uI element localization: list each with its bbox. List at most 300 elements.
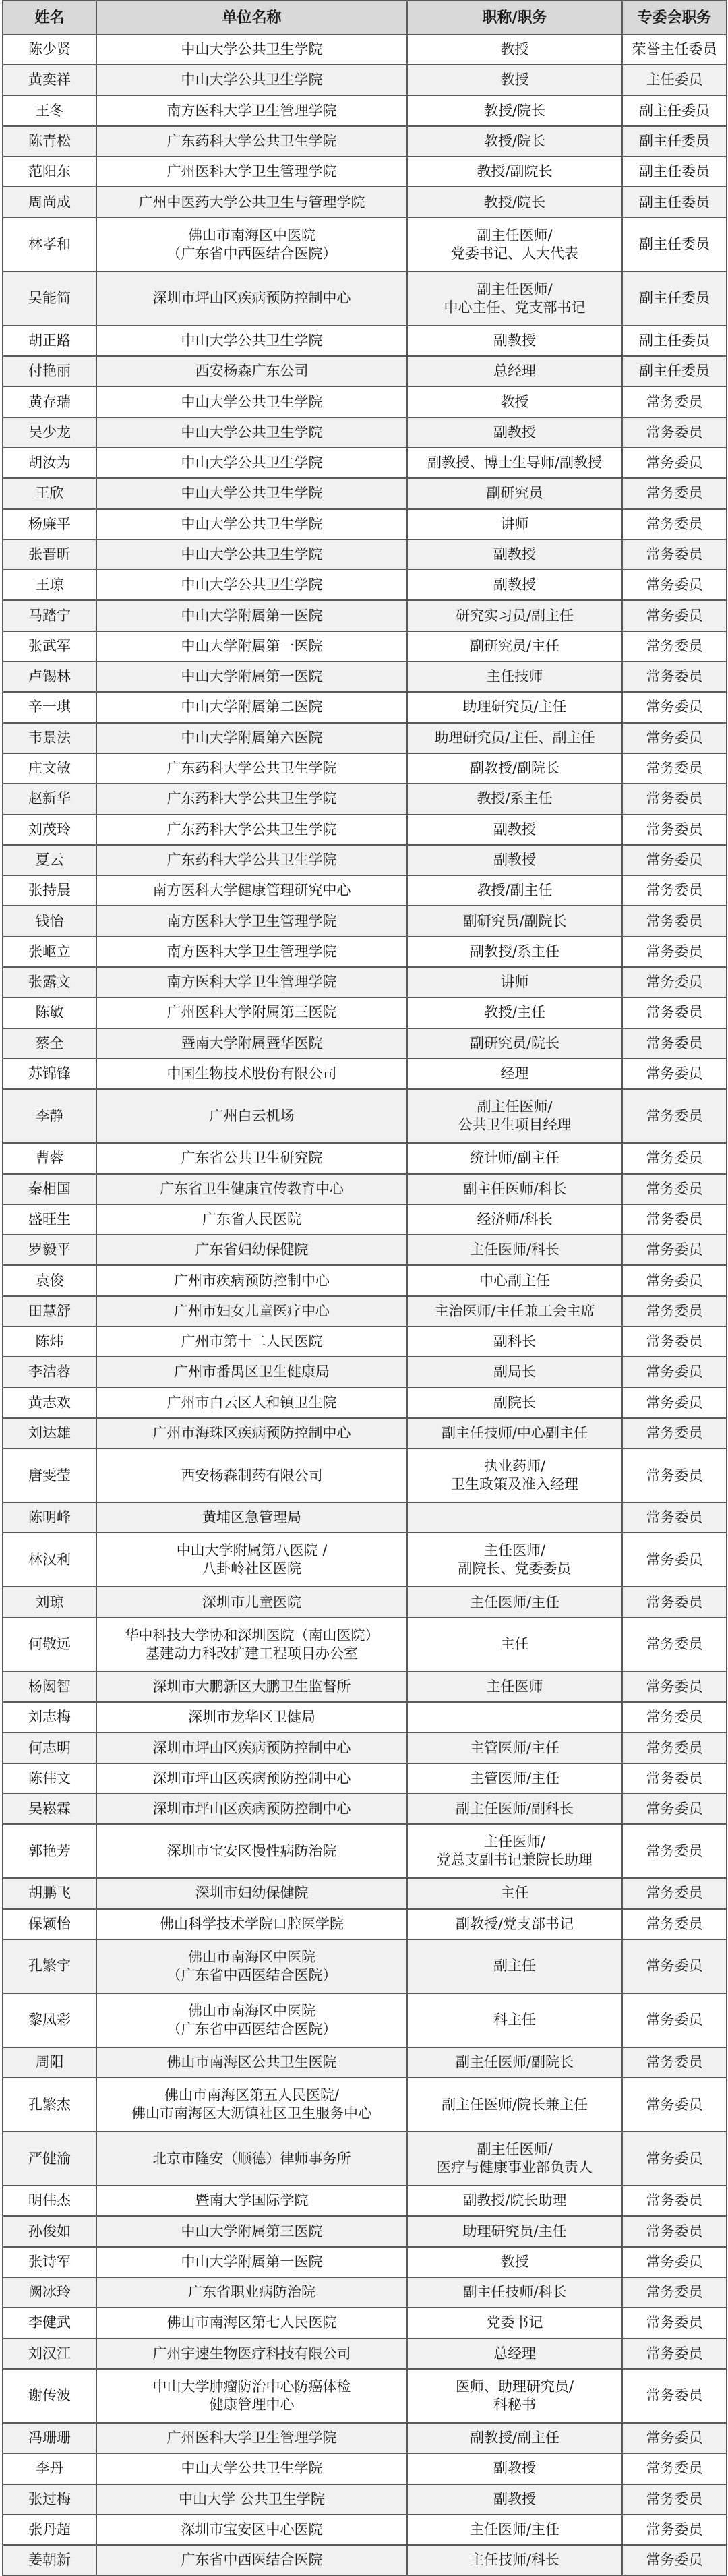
- cell-title: [407, 417, 622, 448]
- cell-title-line: 副主任医师/院长兼主任: [441, 2096, 588, 2113]
- cell-title: [407, 2186, 622, 2216]
- cell-role: 常务委员: [622, 2277, 727, 2308]
- cell-role: 副主任委员: [622, 326, 727, 356]
- cell-title-line: 党委书记: [486, 2314, 543, 2331]
- cell-unit: [96, 2277, 407, 2308]
- cell-title: [407, 1794, 622, 1824]
- cell-name: 陈伟文: [3, 1763, 96, 1794]
- cell-title-line: 党委书记、人大代表: [451, 245, 578, 262]
- cell-unit: [96, 1878, 407, 1908]
- cell-name: 张丹超: [3, 2515, 96, 2545]
- cell-unit-line: 深圳市坪山区疾病预防控制中心: [152, 1769, 351, 1786]
- cell-title: [407, 570, 622, 600]
- table-row: [3, 417, 727, 448]
- cell-name: 罗毅平: [3, 1235, 96, 1265]
- cell-unit: [96, 1089, 407, 1143]
- cell-name: 黄奕祥: [3, 65, 96, 95]
- cell-title: [407, 997, 622, 1028]
- cell-title-line: 副教授: [493, 851, 536, 868]
- cell-title-line: 经理: [500, 1065, 529, 1082]
- cell-title-line: 副教授/副院长: [469, 760, 560, 777]
- header-unit: 单位名称: [96, 1, 407, 34]
- cell-title-line: 科主任: [493, 2012, 536, 2028]
- cell-role: 常务委员: [622, 1587, 727, 1617]
- cell-name: 保颖怡: [3, 1909, 96, 1939]
- cell-unit-line: 广州市海珠区疾病预防控制中心: [152, 1425, 351, 1442]
- cell-title-line: 副研究员/副院长: [462, 912, 567, 929]
- cell-unit-line: 广东药科大学公共卫生学院: [166, 760, 337, 777]
- table-row: [3, 1418, 727, 1448]
- cell-unit: [96, 2186, 407, 2216]
- cell-title: [407, 1326, 622, 1357]
- cell-title-line: 党总支副书记兼院长助理: [437, 1852, 593, 1869]
- cell-unit: [96, 478, 407, 508]
- cell-title: [407, 1939, 622, 1993]
- cell-role: 常务委员: [622, 1763, 727, 1794]
- cell-role: 常务委员: [622, 1993, 727, 2047]
- cell-unit: [96, 2047, 407, 2078]
- cell-name: 冯珊珊: [3, 2423, 96, 2453]
- cell-title-line: 副主任医师/副科长: [455, 1801, 574, 1817]
- cell-unit-line: 中国生物技术股份有限公司: [166, 1065, 337, 1082]
- cell-unit-line: 深圳市儿童医院: [202, 1593, 301, 1610]
- cell-unit: [96, 662, 407, 692]
- cell-title: [407, 662, 622, 692]
- cell-unit-line: 中山大学附属第一医院: [181, 607, 323, 624]
- table-row: [3, 906, 727, 936]
- member-roster-table: [2, 0, 727, 2576]
- cell-role: 常务委员: [622, 723, 727, 753]
- cell-name: 李丹: [3, 2453, 96, 2484]
- table-row: [3, 784, 727, 814]
- cell-unit-line: 广州医科大学卫生管理学院: [166, 163, 337, 180]
- cell-role: 常务委员: [622, 1235, 727, 1265]
- cell-title-line: 副教授: [493, 2490, 536, 2507]
- cell-unit: [96, 937, 407, 967]
- cell-role: 常务委员: [622, 386, 727, 417]
- table-row: [3, 570, 727, 600]
- cell-title: [407, 2545, 622, 2575]
- cell-role: 常务委员: [622, 2515, 727, 2545]
- cell-role: 常务委员: [622, 1296, 727, 1326]
- cell-unit: [96, 1618, 407, 1672]
- cell-role: 常务委员: [622, 1824, 727, 1878]
- cell-unit: [96, 1357, 407, 1387]
- cell-title-line: 卫生政策及准入经理: [451, 1476, 578, 1493]
- cell-title: [407, 272, 622, 326]
- cell-role: 常务委员: [622, 2308, 727, 2338]
- cell-role: 常务委员: [622, 1448, 727, 1502]
- cell-unit: [96, 539, 407, 570]
- cell-unit: [96, 1732, 407, 1763]
- cell-unit: [96, 2216, 407, 2246]
- cell-role: 常务委员: [622, 2247, 727, 2277]
- cell-unit: [96, 600, 407, 631]
- cell-unit: [96, 2247, 407, 2277]
- cell-title: [407, 723, 622, 753]
- cell-name: 韦景法: [3, 723, 96, 753]
- cell-role: 常务委员: [622, 1672, 727, 1702]
- cell-role: 常务委员: [622, 815, 727, 845]
- cell-unit: [96, 967, 407, 997]
- cell-role: 常务委员: [622, 1174, 727, 1204]
- cell-title-line: 主任技师: [486, 668, 543, 685]
- table-row: [3, 2484, 727, 2515]
- cell-unit: [96, 356, 407, 386]
- cell-unit: [96, 1418, 407, 1448]
- cell-unit: [96, 997, 407, 1028]
- cell-unit: [96, 2339, 407, 2369]
- cell-title-line: 教授/院长: [483, 194, 546, 210]
- cell-unit: [96, 692, 407, 722]
- cell-unit-line: 广东药科大学公共卫生学院: [166, 851, 337, 868]
- cell-unit: [96, 1939, 407, 1993]
- cell-name: 何敬远: [3, 1618, 96, 1672]
- cell-unit-line: 中山大学附属第六医院: [181, 729, 323, 746]
- table-row: [3, 1763, 727, 1794]
- cell-unit: [96, 2308, 407, 2338]
- cell-title: [407, 937, 622, 967]
- table-row: [3, 126, 727, 156]
- cell-unit-line: 健康管理中心: [209, 2396, 295, 2413]
- cell-title-line: 副教授/党支部书记: [455, 1915, 574, 1932]
- cell-unit: [96, 509, 407, 539]
- cell-title-line: 讲师: [500, 515, 529, 532]
- cell-role: 常务委员: [622, 906, 727, 936]
- table-row: [3, 218, 727, 272]
- cell-title: [407, 1587, 622, 1617]
- cell-name: 周尚成: [3, 187, 96, 217]
- table-row: [3, 2132, 727, 2186]
- cell-unit-line: 深圳市宝安区慢性病防治院: [166, 1842, 337, 1859]
- cell-title-line: 主管医师/主任: [469, 1769, 560, 1786]
- table-row: [3, 509, 727, 539]
- table-row: [3, 1296, 727, 1326]
- cell-name: 赵新华: [3, 784, 96, 814]
- cell-unit: [96, 1326, 407, 1357]
- cell-unit-line: 中山大学肿瘤防治中心防癌体检: [152, 2378, 351, 2395]
- cell-title: [407, 126, 622, 156]
- cell-title-line: 教授: [500, 41, 529, 58]
- cell-name: 刘志梅: [3, 1702, 96, 1732]
- cell-title: [407, 845, 622, 875]
- cell-title-line: 副院长: [493, 1394, 536, 1411]
- cell-title: [407, 1235, 622, 1265]
- cell-unit: [96, 1265, 407, 1295]
- cell-name: 孙俊如: [3, 2216, 96, 2246]
- cell-name: 钱怡: [3, 906, 96, 936]
- cell-role: 常务委员: [622, 1326, 727, 1357]
- cell-unit-line: 南方医科大学卫生管理学院: [166, 912, 337, 929]
- cell-title-line: 副教授: [493, 546, 536, 562]
- cell-title-line: 公共卫生项目经理: [458, 1117, 572, 1134]
- table-row: [3, 187, 727, 217]
- table-row: [3, 272, 727, 326]
- cell-title: [407, 1702, 622, 1732]
- cell-unit: [96, 2423, 407, 2453]
- cell-name: 范阳东: [3, 156, 96, 187]
- cell-unit-line: 中山大学公共卫生学院: [181, 515, 323, 532]
- cell-title: [407, 1265, 622, 1295]
- cell-name: 卢锡林: [3, 662, 96, 692]
- cell-title: [407, 1418, 622, 1448]
- cell-name: 张武军: [3, 631, 96, 662]
- cell-title-line: 主任医师/主任: [469, 1593, 560, 1610]
- cell-unit-line: 深圳市宝安区中心医院: [181, 2521, 323, 2538]
- cell-unit-line: 华中科技大学协和深圳医院（南山医院）: [124, 1627, 380, 1643]
- cell-unit-line: 中山大学公共卫生学院: [181, 577, 323, 593]
- cell-unit-line: 中山大学 公共卫生学院: [179, 2490, 325, 2507]
- cell-name: 庄文敏: [3, 753, 96, 784]
- table-row: [3, 1533, 727, 1587]
- cell-role: 常务委员: [622, 1732, 727, 1763]
- cell-role: 常务委员: [622, 692, 727, 722]
- table-row: [3, 1448, 727, 1502]
- table-row: [3, 1618, 727, 1672]
- cell-name: 李静: [3, 1089, 96, 1143]
- cell-name: 田慧舒: [3, 1296, 96, 1326]
- cell-title: [407, 875, 622, 906]
- cell-title-line: 医师、助理研究员/: [455, 2378, 574, 2395]
- table-row: [3, 1732, 727, 1763]
- cell-unit-line: 广州市白云区人和镇卫生院: [166, 1394, 337, 1411]
- cell-name: 刘汉江: [3, 2339, 96, 2369]
- cell-role: 常务委员: [622, 2339, 727, 2369]
- cell-role: 常务委员: [622, 1143, 727, 1173]
- cell-title: [407, 906, 622, 936]
- cell-unit: [96, 2545, 407, 2575]
- cell-name: 姜朝新: [3, 2545, 96, 2575]
- cell-unit-line: 中山大学附属第八医院 /: [176, 1542, 328, 1559]
- table-row: [3, 723, 727, 753]
- cell-name: 盛旺生: [3, 1204, 96, 1235]
- cell-name: 苏锦锋: [3, 1059, 96, 1089]
- cell-role: 常务委员: [622, 2545, 727, 2575]
- cell-unit-line: 中山大学附属第二医院: [181, 699, 323, 715]
- cell-title: [407, 2453, 622, 2484]
- cell-title-line: 副研究员: [486, 485, 543, 502]
- cell-name: 王琼: [3, 570, 96, 600]
- cell-unit-line: 中山大学公共卫生学院: [181, 455, 323, 471]
- cell-name: 陈少贤: [3, 34, 96, 65]
- cell-unit: [96, 386, 407, 417]
- cell-role: 常务委员: [622, 478, 727, 508]
- header-name: 姓名: [3, 1, 96, 34]
- cell-role: 常务委员: [622, 1794, 727, 1824]
- cell-unit: [96, 1824, 407, 1878]
- cell-unit: [96, 1763, 407, 1794]
- cell-title: [407, 692, 622, 722]
- cell-role: 常务委员: [622, 2484, 727, 2515]
- cell-unit-line: 中山大学公共卫生学院: [181, 332, 323, 349]
- cell-unit-line: 中山大学附属第一医院: [181, 668, 323, 685]
- cell-role: 常务委员: [622, 1388, 727, 1418]
- cell-unit: [96, 448, 407, 478]
- cell-role: 常务委员: [622, 2132, 727, 2186]
- table-row: [3, 2186, 727, 2216]
- table-row: [3, 448, 727, 478]
- cell-unit-line: 中山大学公共卫生学院: [181, 41, 323, 58]
- cell-title: [407, 1502, 622, 1533]
- cell-title-line: 总经理: [493, 2345, 536, 2362]
- cell-role: 副主任委员: [622, 356, 727, 386]
- cell-role: 常务委员: [622, 784, 727, 814]
- cell-role: 常务委员: [622, 753, 727, 784]
- cell-title-line: 执业药师/: [483, 1458, 546, 1475]
- cell-title: [407, 1763, 622, 1794]
- cell-unit-line: 广州市第十二人民医院: [181, 1333, 323, 1350]
- cell-unit-line: 中山大学附属第三医院: [181, 2223, 323, 2240]
- cell-name: 王欣: [3, 478, 96, 508]
- cell-title-line: 副教授、博士生导师/副教授: [427, 455, 603, 471]
- cell-unit-line: 广东省卫生健康宣传教育中心: [160, 1180, 344, 1197]
- cell-role: 常务委员: [622, 1909, 727, 1939]
- cell-title-line: 教授/系主任: [477, 790, 553, 807]
- table-row: [3, 96, 727, 126]
- cell-name: 陈明峰: [3, 1502, 96, 1533]
- cell-title: [407, 1204, 622, 1235]
- cell-unit-line: 深圳市坪山区疾病预防控制中心: [152, 290, 351, 307]
- cell-title-line: 主任医师/: [483, 1834, 546, 1850]
- cell-unit: [96, 2515, 407, 2545]
- table-row: [3, 326, 727, 356]
- cell-role: 副主任委员: [622, 272, 727, 326]
- cell-unit: [96, 2132, 407, 2186]
- cell-unit-line: （广东省中西医结合医院）: [166, 1966, 337, 1983]
- cell-title: [407, 1672, 622, 1702]
- cell-title-line: 副局长: [493, 1364, 536, 1380]
- table-row: [3, 2277, 727, 2308]
- cell-unit-line: 广东药科大学公共卫生学院: [166, 133, 337, 150]
- cell-name: 马踏宁: [3, 600, 96, 631]
- cell-title: [407, 2132, 622, 2186]
- cell-unit: [96, 2369, 407, 2423]
- table-row: [3, 1089, 727, 1143]
- cell-title-line: 科秘书: [493, 2396, 536, 2413]
- cell-title: [407, 784, 622, 814]
- cell-unit-line: 佛山市南海区中医院: [188, 227, 315, 243]
- cell-name: 林孝和: [3, 218, 96, 272]
- cell-title: [407, 96, 622, 126]
- cell-title: [407, 1089, 622, 1143]
- table-row: [3, 1235, 727, 1265]
- cell-unit: [96, 2484, 407, 2515]
- cell-title: [407, 218, 622, 272]
- table-row: [3, 753, 727, 784]
- table-row: [3, 1028, 727, 1059]
- cell-unit-line: 基建动力科改扩建工程项目办公室: [146, 1645, 358, 1662]
- cell-unit: [96, 1388, 407, 1418]
- table-row: [3, 1326, 727, 1357]
- cell-title-line: 教授: [500, 2253, 529, 2270]
- cell-unit: [96, 1993, 407, 2047]
- table-row: [3, 1878, 727, 1908]
- cell-name: 刘达雄: [3, 1418, 96, 1448]
- cell-role: 副主任委员: [622, 126, 727, 156]
- cell-unit-line: 广东省中西医结合医院: [181, 2552, 323, 2569]
- cell-role: 常务委员: [622, 1702, 727, 1732]
- cell-role: 常务委员: [622, 997, 727, 1028]
- table-body: [3, 34, 727, 2575]
- cell-name: 郭艳芳: [3, 1824, 96, 1878]
- cell-title-line: 主任医师/主任: [469, 2521, 560, 2538]
- cell-unit: [96, 1672, 407, 1702]
- cell-role: 常务委员: [622, 631, 727, 662]
- cell-name: 张岖立: [3, 937, 96, 967]
- cell-name: 辛一琪: [3, 692, 96, 722]
- cell-title: [407, 2423, 622, 2453]
- cell-unit: [96, 1174, 407, 1204]
- cell-unit-line: 广东省妇幼保健院: [195, 1241, 309, 1258]
- cell-unit: [96, 1059, 407, 1089]
- cell-title: [407, 1388, 622, 1418]
- cell-title: [407, 631, 622, 662]
- cell-unit-line: 佛山科学技术学院口腔医学院: [160, 1915, 344, 1932]
- cell-title-line: 副主任医师/: [477, 1099, 553, 1115]
- cell-unit: [96, 156, 407, 187]
- cell-unit: [96, 784, 407, 814]
- table-row: [3, 2308, 727, 2338]
- cell-title: [407, 34, 622, 65]
- cell-role: 常务委员: [622, 845, 727, 875]
- cell-title-line: 副教授: [493, 332, 536, 349]
- cell-unit-line: 深圳市坪山区疾病预防控制中心: [152, 1739, 351, 1756]
- table-row: [3, 1672, 727, 1702]
- table-row: [3, 2047, 727, 2078]
- cell-name: 吴能简: [3, 272, 96, 326]
- header-title: 职称/职务: [407, 1, 622, 34]
- cell-title: [407, 2047, 622, 2078]
- cell-role: 常务委员: [622, 1502, 727, 1533]
- table-row: [3, 2369, 727, 2423]
- cell-unit-line: 八卦岭社区医院: [202, 1560, 301, 1577]
- cell-unit: [96, 2078, 407, 2132]
- cell-title-line: 助理研究员/主任、副主任: [434, 729, 595, 746]
- cell-title-line: 副研究员/主任: [469, 637, 560, 654]
- table-row: [3, 845, 727, 875]
- table-row: [3, 386, 727, 417]
- cell-role: 常务委员: [622, 2216, 727, 2246]
- cell-unit-line: 南方医科大学健康管理研究中心: [152, 882, 351, 899]
- cell-role: 常务委员: [622, 1028, 727, 1059]
- cell-name: 杨廉平: [3, 509, 96, 539]
- cell-unit-line: 深圳市妇幼保健院: [195, 1885, 309, 1902]
- cell-name: 孔繁杰: [3, 2078, 96, 2132]
- table-row: [3, 1357, 727, 1387]
- cell-role: 常务委员: [622, 1878, 727, 1908]
- cell-title-line: 主任医师: [486, 1678, 543, 1695]
- cell-title: [407, 326, 622, 356]
- cell-title: [407, 1618, 622, 1672]
- cell-unit: [96, 1587, 407, 1617]
- cell-title-line: 主任: [500, 1636, 529, 1653]
- cell-title-line: 副主任技师/科长: [462, 2284, 567, 2301]
- cell-role: 常务委员: [622, 937, 727, 967]
- cell-title: [407, 386, 622, 417]
- cell-name: 付艳丽: [3, 356, 96, 386]
- cell-unit-line: 黄埔区急管理局: [202, 1509, 301, 1526]
- cell-title-line: 教授/副院长: [477, 163, 553, 180]
- cell-unit: [96, 1028, 407, 1059]
- cell-role: 常务委员: [622, 1533, 727, 1587]
- table-row: [3, 2078, 727, 2132]
- cell-role: 常务委员: [622, 1939, 727, 1993]
- cell-name: 谢传波: [3, 2369, 96, 2423]
- cell-role: 主任委员: [622, 65, 727, 95]
- cell-name: 黄存瑞: [3, 386, 96, 417]
- cell-role: 常务委员: [622, 1204, 727, 1235]
- cell-unit-line: 中山大学公共卫生学院: [181, 71, 323, 88]
